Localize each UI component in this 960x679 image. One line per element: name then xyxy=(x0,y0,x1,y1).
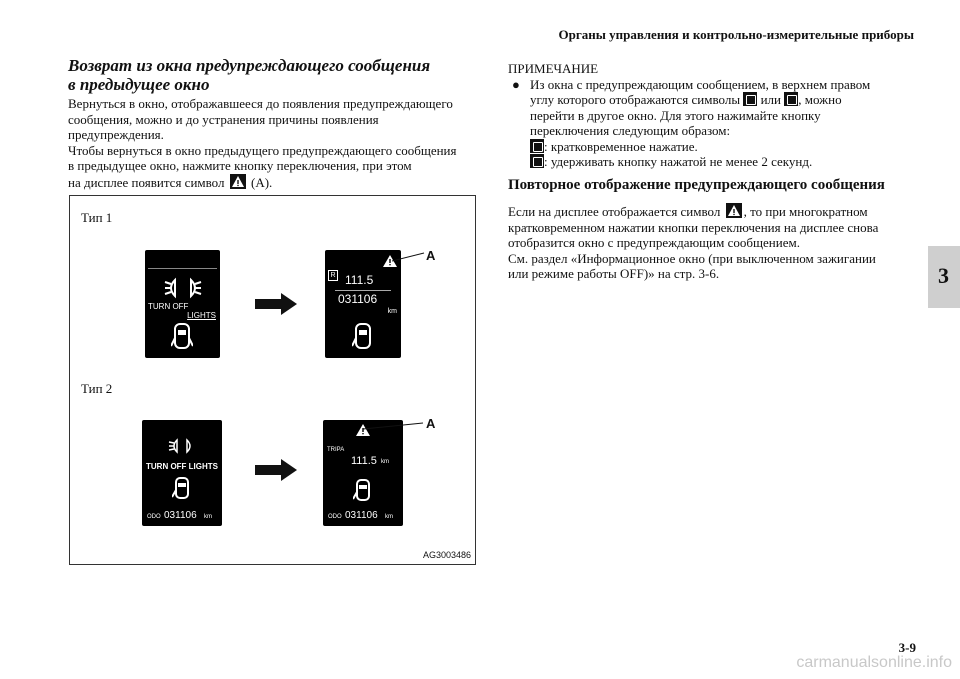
warning-icon xyxy=(726,203,742,218)
section-heading-2: Повторное отображение предупреждающего сообщения xyxy=(508,177,885,193)
short-press-icon xyxy=(743,92,757,106)
note-title: ПРИМЕЧАНИЕ xyxy=(508,61,599,76)
running-header: Органы управления и контрольно-измерительные приборы xyxy=(558,27,914,42)
type1-label: Тип 1 xyxy=(81,210,113,225)
illustration-figure xyxy=(69,195,476,565)
arrow-right-icon xyxy=(255,293,297,315)
callout-line xyxy=(363,421,429,431)
car-door-icon xyxy=(171,322,193,352)
type1-trip-screen: R 111.5 031106 km xyxy=(325,250,401,358)
type1-warning-screen: TURN OFF LIGHTS xyxy=(145,250,220,358)
type2-trip-screen: TRIPA 111.5 km ODO 031106 km xyxy=(323,420,403,526)
section-heading: Возврат из окна предупреждающего сообщения в предыдущее окно xyxy=(68,56,431,94)
headlight-icon xyxy=(163,276,203,300)
warning-icon xyxy=(230,174,246,189)
bullet-icon: ● xyxy=(512,76,520,92)
callout-a: A xyxy=(426,248,436,263)
long-press-icon xyxy=(784,92,798,106)
type2-warning-screen: TURN OFF LIGHTS ODO 031106 km xyxy=(142,420,222,526)
callout-a: A xyxy=(426,416,436,431)
chapter-number: 3 xyxy=(938,263,949,288)
long-press-icon xyxy=(530,154,544,168)
chapter-tab xyxy=(928,246,960,308)
type2-label: Тип 2 xyxy=(81,381,113,396)
note-block: ПРИМЕЧАНИЕ ● Из окна с предупреждающим сообщением, в верхнем правом углу которого отображаются символы или , можно перейти в другое окно. Для этого нажимайте кнопку переключения следующим образом: : кратковременное нажатие. : удерживать кнопку нажатой не менее 2 секунд. xyxy=(508,61,918,170)
watermark: carmanualsonline.info xyxy=(796,654,952,671)
short-press-icon xyxy=(530,139,544,153)
car-door-icon xyxy=(353,478,373,504)
arrow-right-icon xyxy=(255,459,297,481)
right-body-text: Если на дисплее отображается символ , то при многократном кратковременном нажатии кнопки переключения на дисплее снова отобразится окно с предупреждающим сообщением. См. раздел «Информационное окно (при выключенном зажигании или режиме работы OFF)» на стр. 3-6. xyxy=(508,204,879,281)
page-number: 3-9 xyxy=(898,640,916,655)
figure-code: AG3003486 xyxy=(422,550,471,560)
car-door-icon xyxy=(352,322,374,352)
left-body-text: Вернуться в окно, отображавшееся до появления предупреждающего сообщения, можно и до устранения причины появления предупреждения. Чтобы вернуться в окно предыдущего предупреждающего сообщения в предыдущее окно, нажмите кнопку переключения, при этом на дисплее появится символ (А). xyxy=(68,96,457,190)
headlight-icon xyxy=(168,438,196,454)
car-door-icon xyxy=(172,476,192,502)
